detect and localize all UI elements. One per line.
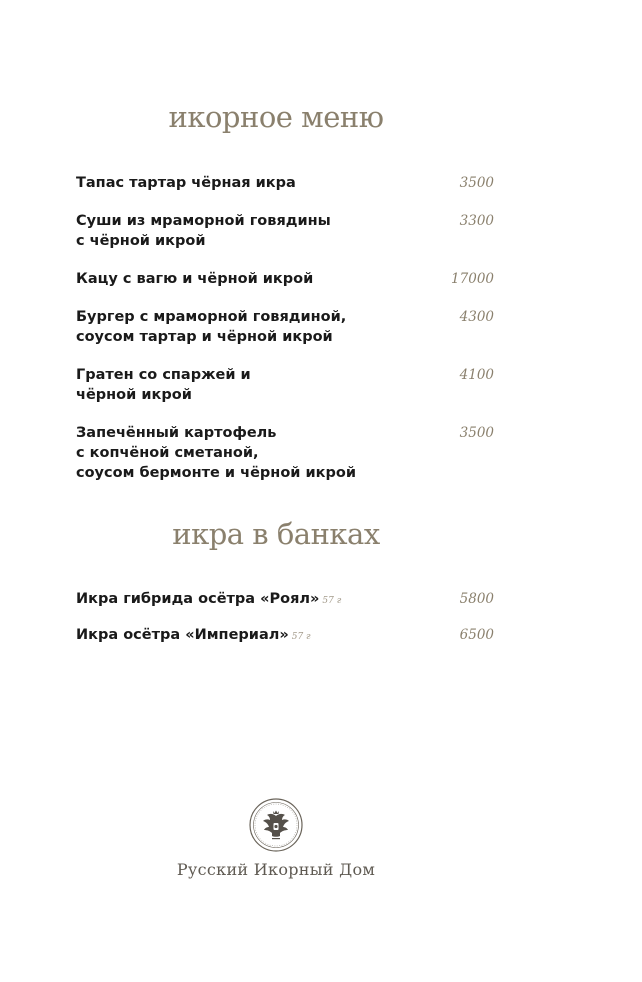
brand-name: Русский Икорный Дом (176, 860, 376, 879)
item-weight: 57 г (291, 632, 311, 642)
double-headed-eagle-emblem-icon (248, 797, 304, 853)
item-name: Икра осётра «Империал» 57 г (76, 627, 311, 643)
item-price: 3300 (459, 213, 494, 229)
item-weight: 57 г (322, 596, 342, 606)
menu-item (76, 211, 494, 251)
item-name: Запечённый картофель с копчёной сметаной, соусом бермонте и чёрной икрой (76, 425, 356, 481)
item-name: Гратен со спаржей и чёрной икрой (76, 367, 251, 403)
menu-item (76, 625, 494, 647)
section-title-caviar-menu: икорное меню (168, 100, 384, 134)
item-price: 4300 (459, 309, 494, 325)
item-price: 3500 (459, 425, 494, 441)
item-name: Кацу с вагю и чёрной икрой (76, 271, 314, 287)
item-name: Суши из мраморной говядины с чёрной икрой (76, 213, 331, 249)
item-price: 6500 (459, 627, 494, 643)
menu-item (76, 589, 494, 611)
item-name: Икра гибрида осётра «Роял» 57 г (76, 591, 342, 607)
item-price: 17000 (451, 271, 494, 287)
menu-item (76, 173, 494, 193)
menu-item (76, 365, 494, 405)
item-name: Тапас тартар чёрная икра (76, 175, 296, 191)
section-title-caviar-in-jars: икра в банках (172, 517, 380, 551)
menu-item (76, 423, 494, 483)
item-price: 4100 (459, 367, 494, 383)
item-price: 5800 (459, 591, 494, 607)
item-name: Бургер с мраморной говядиной, соусом тартар и чёрной икрой (76, 309, 347, 345)
menu-item (76, 307, 494, 347)
item-price: 3500 (459, 175, 494, 191)
menu-item (76, 269, 494, 289)
